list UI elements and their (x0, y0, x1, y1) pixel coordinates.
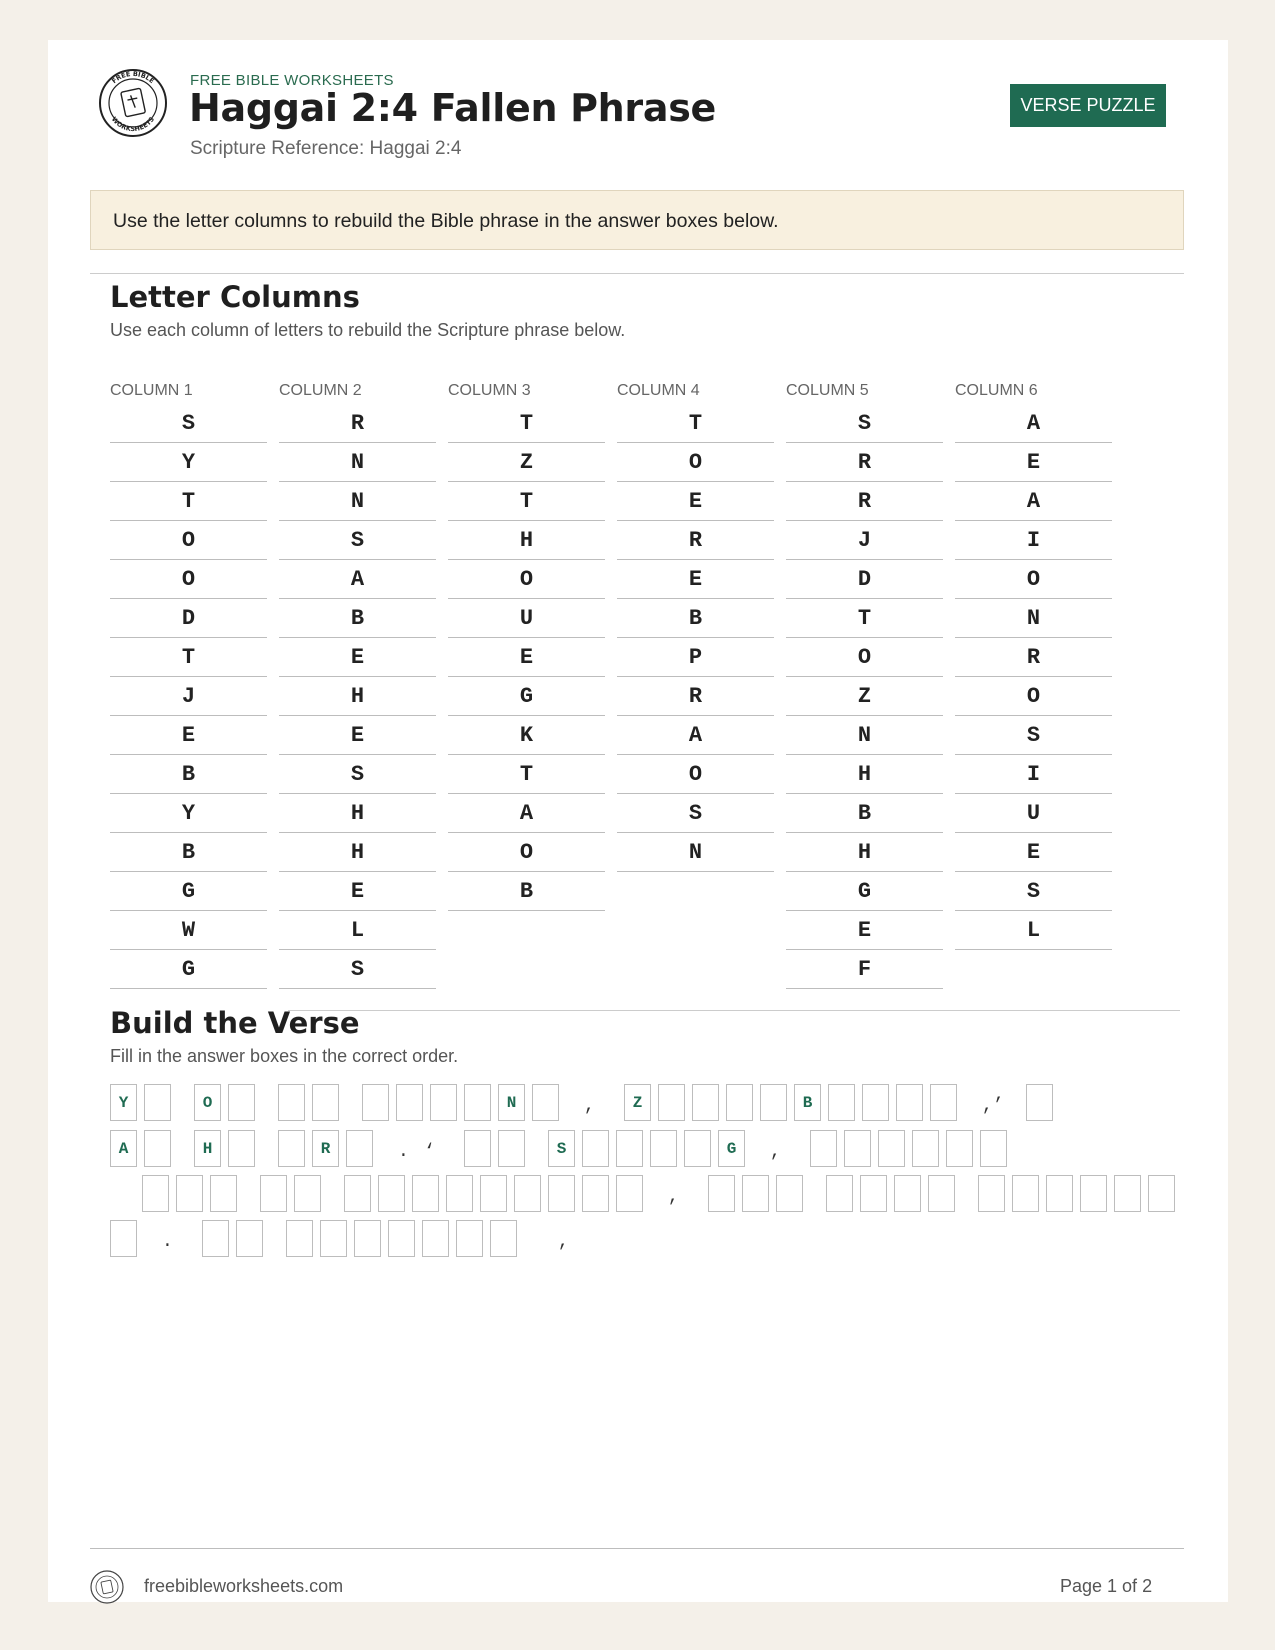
answer-box[interactable] (344, 1175, 371, 1212)
letter-cell: B (110, 833, 267, 872)
answer-box[interactable] (388, 1220, 415, 1257)
answer-box[interactable] (430, 1084, 457, 1121)
letter-cell: N (955, 599, 1112, 638)
answer-box[interactable] (1046, 1175, 1073, 1212)
letter-cell: I (955, 521, 1112, 560)
letter-cell: A (448, 794, 605, 833)
answer-box[interactable]: A (110, 1130, 137, 1167)
answer-box[interactable] (286, 1220, 313, 1257)
answer-box[interactable]: B (794, 1084, 821, 1121)
verse-puzzle-badge: VERSE PUZZLE (1010, 84, 1166, 127)
letter-cell: E (110, 716, 267, 755)
answer-box[interactable] (978, 1175, 1005, 1212)
answer-box[interactable] (362, 1084, 389, 1121)
letter-cell: R (617, 521, 774, 560)
letter-cell: T (448, 404, 605, 443)
letter-cell: S (279, 755, 436, 794)
letter-columns-subtitle: Use each column of letters to rebuild the Scripture phrase below. (110, 320, 626, 340)
column-label: COLUMN 2 (279, 382, 362, 399)
answer-box[interactable] (708, 1175, 735, 1212)
answer-box[interactable] (312, 1084, 339, 1121)
answer-box[interactable] (144, 1130, 171, 1167)
answer-box[interactable] (650, 1130, 677, 1167)
punctuation-mark: ,’ (982, 1096, 1004, 1116)
punctuation-mark: . (162, 1232, 173, 1252)
letter-cell: R (279, 404, 436, 443)
letter-cell: H (279, 677, 436, 716)
letter-cell: Z (448, 443, 605, 482)
answer-box[interactable] (464, 1130, 491, 1167)
answer-box[interactable] (456, 1220, 483, 1257)
answer-box[interactable] (548, 1175, 575, 1212)
answer-box[interactable]: N (498, 1084, 525, 1121)
answer-box[interactable] (684, 1130, 711, 1167)
punctuation-mark: , (558, 1232, 569, 1252)
answer-box[interactable] (776, 1175, 803, 1212)
answer-box[interactable] (894, 1175, 921, 1212)
answer-box[interactable] (1148, 1175, 1175, 1212)
answer-box[interactable] (616, 1130, 643, 1167)
letter-cell: B (786, 794, 943, 833)
answer-box[interactable]: Z (624, 1084, 651, 1121)
letter-cell: T (110, 638, 267, 677)
letter-cell: P (617, 638, 774, 677)
page-title: Haggai 2:4 Fallen Phrase (189, 86, 717, 130)
answer-box[interactable] (320, 1220, 347, 1257)
answer-box[interactable] (1012, 1175, 1039, 1212)
letter-cell: S (786, 404, 943, 443)
answer-box[interactable] (490, 1220, 517, 1257)
letter-cell: T (448, 755, 605, 794)
answer-box[interactable] (480, 1175, 507, 1212)
letter-cell: O (110, 560, 267, 599)
svg-text:WORKSHEETS: WORKSHEETS (109, 115, 157, 134)
answer-box[interactable] (828, 1084, 855, 1121)
answer-box[interactable] (692, 1084, 719, 1121)
answer-box[interactable] (1114, 1175, 1141, 1212)
answer-box[interactable] (930, 1084, 957, 1121)
answer-box[interactable] (464, 1084, 491, 1121)
letter-cell: H (786, 755, 943, 794)
punctuation-mark: , (668, 1187, 679, 1207)
answer-box[interactable] (616, 1175, 643, 1212)
letter-cell: B (110, 755, 267, 794)
answer-box[interactable] (210, 1175, 237, 1212)
letter-cell: S (279, 521, 436, 560)
letter-cell: N (279, 482, 436, 521)
letter-cell: E (279, 716, 436, 755)
letter-cell: J (786, 521, 943, 560)
answer-box[interactable]: O (194, 1084, 221, 1121)
letter-column (786, 378, 943, 989)
letter-cell: S (110, 404, 267, 443)
answer-box[interactable] (278, 1084, 305, 1121)
svg-text:FREE BIBLE: FREE BIBLE (110, 69, 156, 86)
letter-cell: B (448, 872, 605, 911)
letter-cell: N (279, 443, 436, 482)
answer-box[interactable] (742, 1175, 769, 1212)
answer-box[interactable] (810, 1130, 837, 1167)
letter-cell: G (786, 872, 943, 911)
answer-box[interactable]: G (718, 1130, 745, 1167)
letter-cell: R (955, 638, 1112, 677)
letter-cell: E (279, 638, 436, 677)
letter-column (617, 378, 774, 872)
letter-cell: L (955, 911, 1112, 950)
answer-box[interactable] (412, 1175, 439, 1212)
instruction-banner: Use the letter columns to rebuild the Bible phrase in the answer boxes below. (90, 190, 1184, 250)
letter-cell: E (617, 482, 774, 521)
answer-box[interactable] (396, 1084, 423, 1121)
answer-box[interactable] (862, 1084, 889, 1121)
scripture-reference: Scripture Reference: Haggai 2:4 (190, 138, 462, 159)
letter-cell: J (110, 677, 267, 716)
letter-cell: R (786, 482, 943, 521)
letter-cell: E (617, 560, 774, 599)
letter-cell: O (448, 833, 605, 872)
letter-column (448, 378, 605, 911)
letter-cell: E (955, 833, 1112, 872)
answer-box[interactable] (228, 1130, 255, 1167)
letter-cell: T (617, 404, 774, 443)
answer-box[interactable] (228, 1084, 255, 1121)
punctuation-mark: . (398, 1142, 409, 1162)
answer-box[interactable] (378, 1175, 405, 1212)
answer-box[interactable] (260, 1175, 287, 1212)
letter-cell: Y (110, 794, 267, 833)
letter-cell: K (448, 716, 605, 755)
letter-column (279, 378, 436, 989)
answer-box[interactable] (110, 1220, 137, 1257)
letter-cell: W (110, 911, 267, 950)
letter-cell: E (786, 911, 943, 950)
footer-divider (90, 1548, 1184, 1549)
answer-box[interactable] (294, 1175, 321, 1212)
letter-cell: S (617, 794, 774, 833)
answer-box[interactable]: S (548, 1130, 575, 1167)
letter-cell: Y (110, 443, 267, 482)
answer-box[interactable] (514, 1175, 541, 1212)
letter-column (110, 378, 267, 989)
footer-site: freebibleworksheets.com (144, 1576, 344, 1596)
letter-cell: N (617, 833, 774, 872)
letter-cell: T (786, 599, 943, 638)
answer-box[interactable]: H (194, 1130, 221, 1167)
letter-cell: B (279, 599, 436, 638)
book-logo-icon (98, 68, 168, 138)
letter-cell: T (110, 482, 267, 521)
letter-cell: U (448, 599, 605, 638)
divider (288, 1010, 1180, 1011)
answer-box[interactable] (844, 1130, 871, 1167)
letter-cell: O (955, 677, 1112, 716)
letter-cell: A (279, 560, 436, 599)
letter-cell: S (279, 950, 436, 989)
answer-box[interactable] (912, 1130, 939, 1167)
letter-cell: Z (786, 677, 943, 716)
letter-cell: S (955, 872, 1112, 911)
letter-cell: E (279, 872, 436, 911)
letter-cell: O (786, 638, 943, 677)
answer-box[interactable] (658, 1084, 685, 1121)
letter-cell: B (617, 599, 774, 638)
answer-box[interactable] (878, 1130, 905, 1167)
answer-box[interactable] (1080, 1175, 1107, 1212)
letter-cell: R (617, 677, 774, 716)
letter-cell: A (617, 716, 774, 755)
letter-cell: I (955, 755, 1112, 794)
answer-box[interactable] (726, 1084, 753, 1121)
answer-box[interactable] (176, 1175, 203, 1212)
answer-box[interactable] (928, 1175, 955, 1212)
answer-box[interactable] (980, 1130, 1007, 1167)
answer-box[interactable] (236, 1220, 263, 1257)
punctuation-mark: , (584, 1096, 595, 1116)
answer-box[interactable] (760, 1084, 787, 1121)
answer-box[interactable] (144, 1084, 171, 1121)
letter-cell: O (617, 755, 774, 794)
letter-cell: S (955, 716, 1112, 755)
answer-box[interactable] (422, 1220, 449, 1257)
answer-box[interactable] (1026, 1084, 1053, 1121)
worksheet-page (48, 40, 1228, 1602)
letter-cell: L (279, 911, 436, 950)
column-label: COLUMN 5 (786, 382, 869, 399)
answer-box[interactable] (346, 1130, 373, 1167)
column-label: COLUMN 3 (448, 382, 531, 399)
letter-cell: O (617, 443, 774, 482)
letter-cell: N (786, 716, 943, 755)
answer-box[interactable] (278, 1130, 305, 1167)
answer-box[interactable] (446, 1175, 473, 1212)
build-verse-heading: Build the Verse (110, 1006, 360, 1040)
letter-cell: F (786, 950, 943, 989)
column-label: COLUMN 4 (617, 382, 700, 399)
letter-cell: D (110, 599, 267, 638)
letter-cell: A (955, 482, 1112, 521)
column-label: COLUMN 6 (955, 382, 1038, 399)
answer-box[interactable] (946, 1130, 973, 1167)
footer-logo-icon (90, 1570, 124, 1604)
letter-cell: H (448, 521, 605, 560)
punctuation-mark: ‘ (424, 1142, 435, 1162)
letter-cell: G (110, 872, 267, 911)
answer-box[interactable] (582, 1130, 609, 1167)
letter-cell: E (448, 638, 605, 677)
answer-box[interactable] (354, 1220, 381, 1257)
answer-box[interactable] (582, 1175, 609, 1212)
punctuation-mark: , (770, 1142, 781, 1162)
answer-box[interactable] (202, 1220, 229, 1257)
letter-cell: H (279, 833, 436, 872)
letter-cell: H (786, 833, 943, 872)
answer-box[interactable] (860, 1175, 887, 1212)
letter-cell: T (448, 482, 605, 521)
column-label: COLUMN 1 (110, 382, 193, 399)
answer-box[interactable]: Y (110, 1084, 137, 1121)
letter-cell: G (110, 950, 267, 989)
answer-box[interactable]: R (312, 1130, 339, 1167)
letter-column (955, 378, 1112, 950)
letter-cell: E (955, 443, 1112, 482)
letter-cell: R (786, 443, 943, 482)
answer-box[interactable] (896, 1084, 923, 1121)
answer-box[interactable] (498, 1130, 525, 1167)
letter-cell: D (786, 560, 943, 599)
letter-cell: G (448, 677, 605, 716)
letter-columns-heading: Letter Columns (110, 280, 360, 314)
page-number: Page 1 of 2 (1060, 1576, 1153, 1596)
build-verse-subtitle: Fill in the answer boxes in the correct order. (110, 1046, 459, 1066)
letter-cell: A (955, 404, 1112, 443)
divider (90, 273, 1184, 274)
letter-cell: H (279, 794, 436, 833)
answer-box[interactable] (532, 1084, 559, 1121)
letter-cell: O (955, 560, 1112, 599)
letter-cell: U (955, 794, 1112, 833)
letter-cell: O (110, 521, 267, 560)
brand-label: FREE BIBLE WORKSHEETS (190, 72, 394, 89)
letter-cell: O (448, 560, 605, 599)
answer-box[interactable] (142, 1175, 169, 1212)
answer-box[interactable] (826, 1175, 853, 1212)
